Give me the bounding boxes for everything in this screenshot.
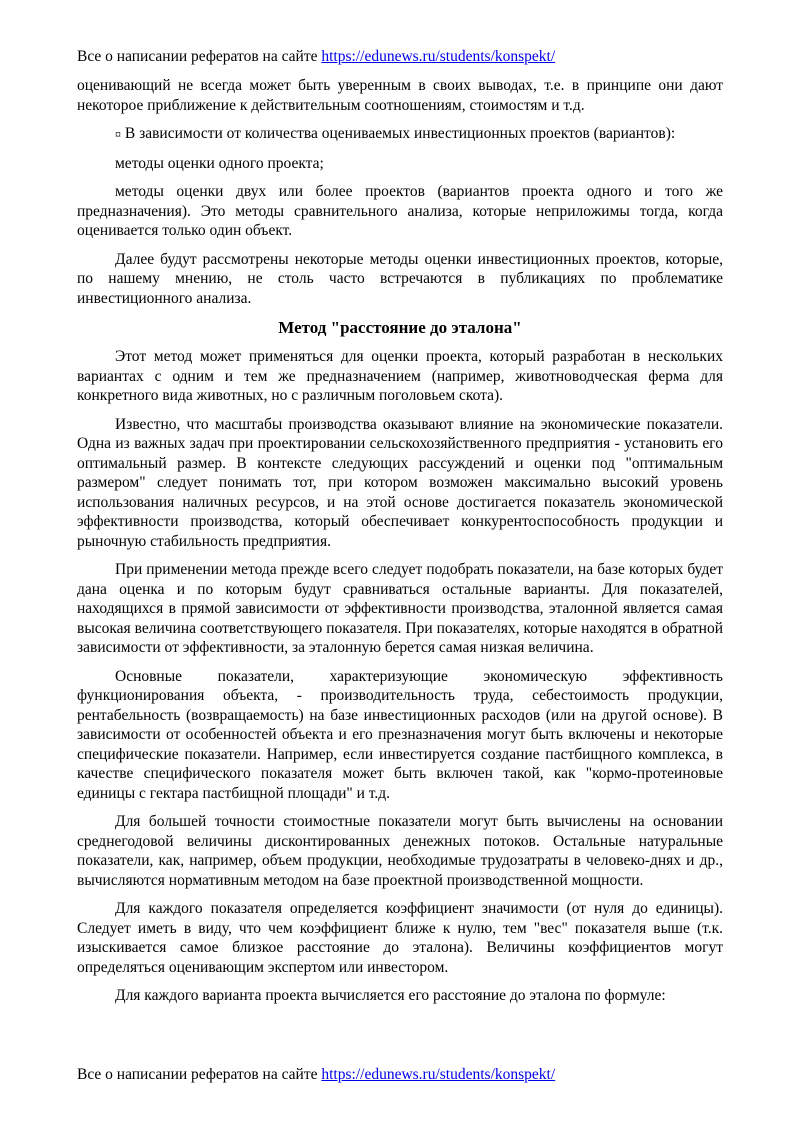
paragraph: оценивающий не всегда может быть уверенным в своих выводах, т.е. в принципе они дают некоторое приближение к действительным соотношениям, стоимостям и т.д.	[77, 77, 723, 114]
footer-text: Все о написании рефератов на сайте	[77, 1066, 322, 1083]
paragraph: Этот метод может применяться для оценки проекта, который разработан в нескольких вариантах с одним и тем же предназначением (например, животноводческая ферма для конкретного вида животных, но с различным поголовьем скота).	[77, 348, 723, 404]
paragraph: Далее будут рассмотрены некоторые методы оценки инвестиционных проектов, которые, по нашему мнению, не столь часто встречаются в публикациях по проблематике инвестиционного анализа.	[77, 250, 723, 307]
bullet-text: В зависимости от количества оцениваемых инвестиционных проектов (вариантов):	[121, 125, 676, 142]
paragraph: Для большей точности стоимостные показатели могут быть вычислены на основании среднегодовой величины дисконтированных денежных потоков. Остальные натуральные показатели, как, например, объем продукции, необходимые трудозатраты в человеко-днях и др., вычисляются нормативным методом на базе проектной производственной мощности.	[77, 813, 723, 889]
bullet-paragraph	[77, 124, 723, 145]
page-header	[77, 47, 555, 67]
paragraph: При применении метода прежде всего следует подобрать показатели, на базе которых будет дана оценка и по которым будут сравниваться остальные варианты. Для показателей, находящихся в прямой зависимости от эффективности производства, эталонной является самая высокая величина соответствующего показателя. При показателях, которые находятся в обратной зависимости от эффективности, за эталонную берется самая низкая величина.	[77, 561, 723, 656]
paragraph: Для каждого показателя определяется коэффициент значимости (от нуля до единицы). Следует иметь в виду, что чем коэффициент ближе к нулю, тем "вес" показателя выше (т.к. изыскивается самое близкое расстояние до эталона). Величины коэффициентов могут определяться оценивающим экспертом или инвестором.	[77, 900, 723, 976]
header-link[interactable]: https://edunews.ru/students/konspekt/	[321, 48, 556, 65]
paragraph: Основные показатели, характеризующие экономическую эффективность функционирования объекта, - производительность труда, себестоимость продукции, рентабельность (возвращаемость) на базе инвестиционных расходов (или на другой основе). В зависимости от особенностей объекта и его презназначения могут быть включены и некоторые специфические показатели. Например, если инвестируется создание пастбищного комплекса, в качестве специфического показателя может быть включен такой, как "кормо-протеиновые единицы с гектара пастбищной площади" и т.д.	[77, 667, 723, 802]
page-footer	[77, 1065, 555, 1085]
bullet-icon: ¤	[115, 127, 121, 141]
paragraph: методы оценки двух или более проектов (вариантов проекта одного и того же предназначения). Это методы сравнительного анализа, которые неприложимы тогда, когда оценивается только один объект.	[77, 183, 723, 239]
header-text: Все о написании рефератов на сайте	[77, 48, 322, 65]
footer-link[interactable]: https://edunews.ru/students/konspekt/	[321, 1066, 556, 1083]
section-heading: Метод "расстояние до эталона"	[278, 318, 522, 337]
document-body	[77, 76, 723, 1015]
paragraph: методы оценки одного проекта;	[115, 154, 324, 172]
paragraph: Для каждого варианта проекта вычисляется его расстояние до эталона по формуле:	[115, 987, 666, 1004]
paragraph: Известно, что масштабы производства оказывают влияние на экономические показатели. Одна из важных задач при проектировании сельскохозяйственного предприятия - установить его оптимальный размер. В контексте следующих рассуждений и оценки под "оптимальным размером" следует понимать тот, при котором возможен максимально высокий уровень использования наличных ресурсов, и на этой основе достигается показатель экономической эффективности производства, который обеспечивает конкурентоспособность продукции и рыночную стабильность предприятия.	[77, 415, 723, 550]
